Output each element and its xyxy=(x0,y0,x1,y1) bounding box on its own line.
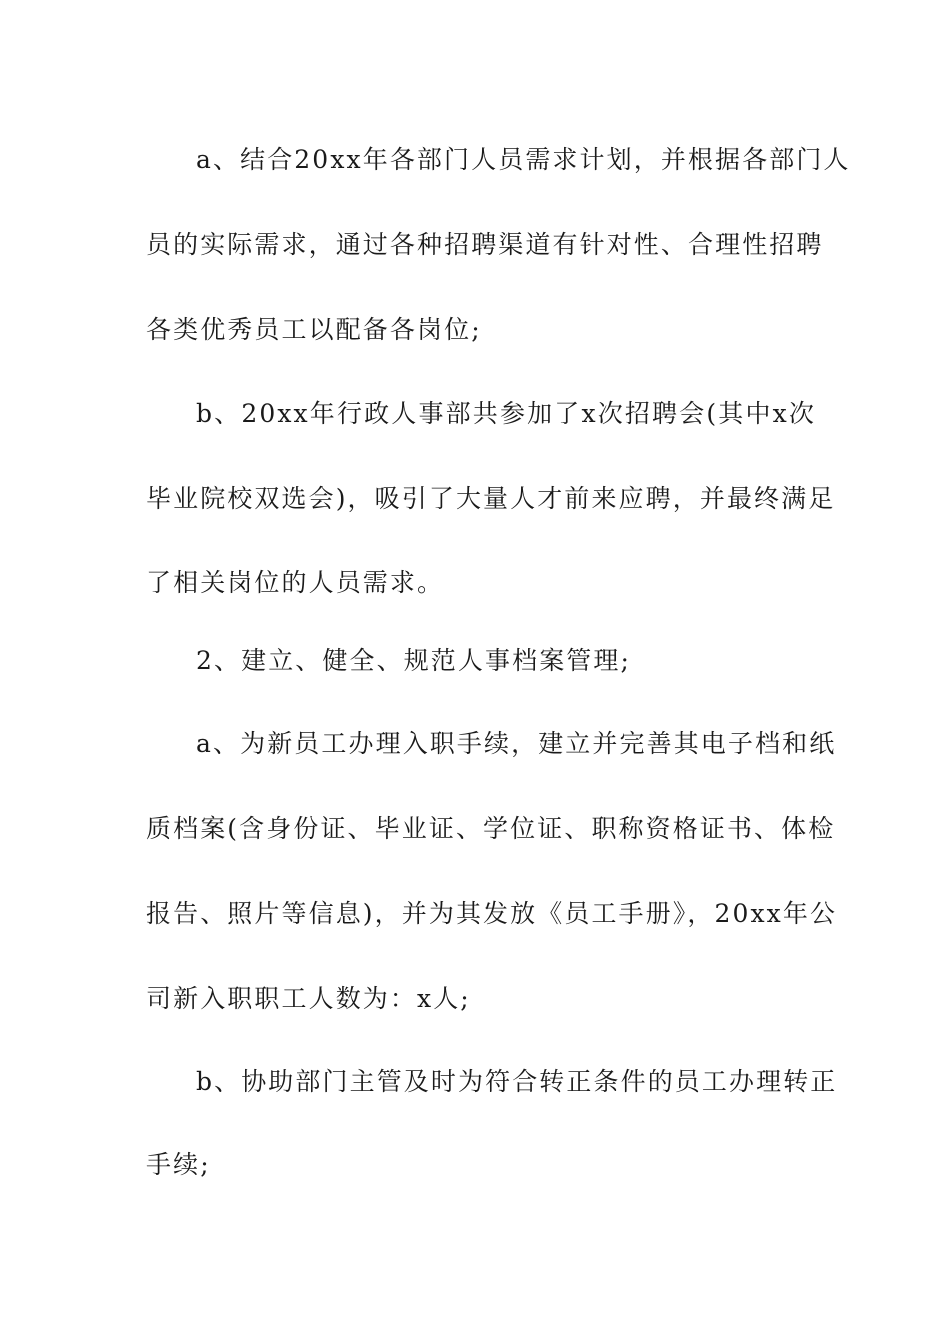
paragraph-line: a、结合20xx年各部门人员需求计划，并根据各部门人 xyxy=(196,145,851,174)
paragraph-line: 手续; xyxy=(146,1150,211,1179)
paragraph-line: b、协助部门主管及时为符合转正条件的员工办理转正 xyxy=(196,1067,838,1096)
section-heading: 2、建立、健全、规范人事档案管理; xyxy=(196,646,632,675)
paragraph-line: b、20xx年行政人事部共参加了x次招聘会(其中x次 xyxy=(196,399,816,428)
paragraph-line: 质档案(含身份证、毕业证、学位证、职称资格证书、体检 xyxy=(146,814,836,843)
paragraph-line: 司新入职职工人数为：x人; xyxy=(146,984,471,1013)
paragraph-line: 报告、照片等信息)，并为其发放《员工手册》，20xx年公 xyxy=(146,899,838,928)
paragraph-line: 毕业院校双选会)，吸引了大量人才前来应聘，并最终满足 xyxy=(146,484,836,513)
paragraph-line: 各类优秀员工以配备各岗位; xyxy=(146,315,482,344)
paragraph-line: 员的实际需求，通过各种招聘渠道有针对性、合理性招聘 xyxy=(146,230,824,259)
paragraph-line: 了相关岗位的人员需求。 xyxy=(146,568,445,597)
paragraph-line: a、为新员工办理入职手续，建立并完善其电子档和纸 xyxy=(196,729,837,758)
